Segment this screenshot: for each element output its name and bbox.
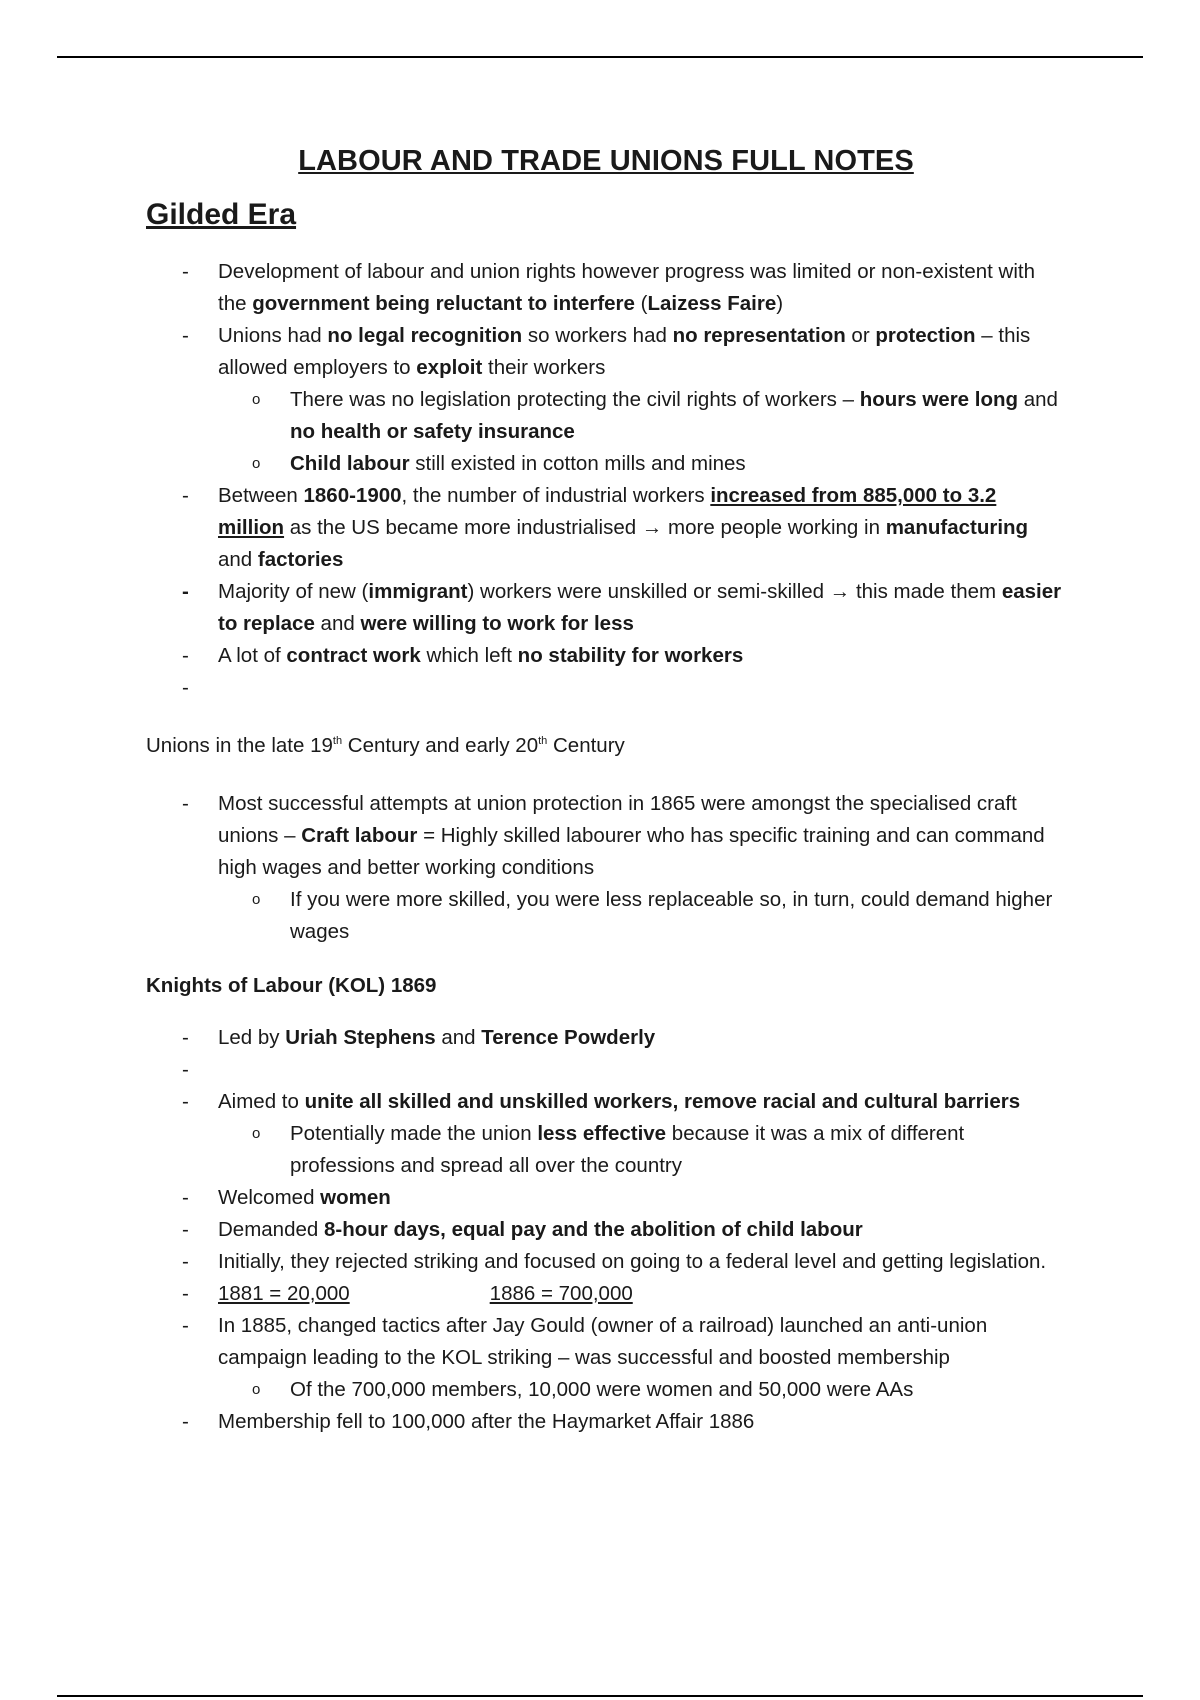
list-item: - Welcomed women	[146, 1182, 1066, 1214]
sub-list-item: o There was no legislation protecting the civil rights of workers – hours were long and no health or safety insurance	[146, 384, 1066, 448]
header-rule	[57, 56, 1143, 58]
section-heading-unions: Unions in the late 19th Century and early 20th Century	[146, 734, 625, 757]
dash-marker: -	[182, 1090, 189, 1113]
list-item: - Between 1860-1900, the number of industrial workers increased from 885,000 to 3.2 million as the US became more industrialised → more people working in manufacturing and factories	[146, 480, 1066, 576]
list-item: - Aimed to unite all skilled and unskilled workers, remove racial and cultural barriers o Potentially made the union less effective because it was a mix of different professions and spread all over the country	[146, 1086, 1066, 1182]
list-item: - Unions had no legal recognition so workers had no representation or protection – this allowed employers to exploit their workers o There was no legislation protecting the civil rights of workers – hours were long and no health or safety insurance o Child labour still existed in cotton mills and mines	[146, 320, 1066, 480]
list-item: - Demanded 8-hour days, equal pay and the abolition of child labour	[146, 1214, 1066, 1246]
dash-marker: -	[182, 792, 189, 815]
dash-marker: -	[182, 676, 189, 699]
sub-list-item: o Potentially made the union less effective because it was a mix of different professions and spread all over the country	[146, 1118, 1066, 1182]
sub-list	[146, 384, 1066, 480]
list-item-empty	[146, 1054, 1066, 1086]
dash-marker: -	[182, 484, 189, 507]
section-heading-gilded-era: Gilded Era	[146, 198, 297, 231]
sub-list	[146, 884, 1066, 948]
list-item: - Membership fell to 100,000 after the Haymarket Affair 1886	[146, 1406, 1066, 1438]
footer-rule	[57, 1695, 1143, 1697]
gilded-era-list	[146, 256, 1066, 704]
dash-marker: -	[182, 1218, 189, 1241]
circle-marker: o	[252, 1125, 261, 1142]
dash-marker: -	[182, 1314, 189, 1337]
sub-list-item: o If you were more skilled, you were less replaceable so, in turn, could demand higher wages	[146, 884, 1066, 948]
document-title: LABOUR AND TRADE UNIONS FULL NOTES	[298, 145, 914, 177]
list-item: - Most successful attempts at union protection in 1865 were amongst the specialised craft unions – Craft labour = Highly skilled labourer who has specific training and can command high wages and better working conditions o If you were more skilled, you were less replaceable so, in turn, could demand higher wages	[146, 788, 1066, 948]
dash-marker: -	[182, 1026, 189, 1049]
circle-marker: o	[252, 455, 261, 472]
dash-marker: -	[182, 1058, 189, 1081]
kol-list	[146, 1022, 1066, 1438]
list-item: - Development of labour and union rights however progress was limited or non-existent with the government being reluctant to interfere (Laizess Faire)	[146, 256, 1066, 320]
dash-marker: -	[182, 1250, 189, 1273]
circle-marker: o	[252, 391, 261, 408]
membership-1886: 1886 = 700,000	[489, 1282, 633, 1305]
list-item-empty	[146, 672, 1066, 704]
dash-marker: -	[182, 260, 189, 283]
list-item: - Initially, they rejected striking and focused on going to a federal level and getting legislation.	[146, 1246, 1066, 1278]
document-body	[146, 145, 1066, 1438]
dash-marker: -	[182, 644, 189, 667]
section-heading-kol: Knights of Labour (KOL) 1869	[146, 974, 437, 997]
dash-marker: -	[182, 1186, 189, 1209]
circle-marker: o	[252, 1381, 261, 1398]
dash-marker: -	[182, 324, 189, 347]
membership-1881: 1881 = 20,000	[218, 1282, 350, 1305]
circle-marker: o	[252, 891, 261, 908]
list-item: - Led by Uriah Stephens and Terence Powderly	[146, 1022, 1066, 1054]
sub-list-item: o Child labour still existed in cotton mills and mines	[146, 448, 1066, 480]
list-item: - In 1885, changed tactics after Jay Gould (owner of a railroad) launched an anti-union campaign leading to the KOL striking – was successful and boosted membership o Of the 700,000 members, 10,000 were women and 50,000 were AAs	[146, 1310, 1066, 1406]
dash-marker: -	[182, 580, 189, 603]
unions-list	[146, 788, 1066, 948]
sub-list	[146, 1118, 1066, 1182]
sub-list	[146, 1374, 1066, 1406]
list-item: - Majority of new (immigrant) workers were unskilled or semi-skilled → this made them easier to replace and were willing to work for less	[146, 576, 1066, 640]
list-item: - A lot of contract work which left no stability for workers	[146, 640, 1066, 672]
dash-marker: -	[182, 1282, 189, 1305]
sub-list-item: o Of the 700,000 members, 10,000 were women and 50,000 were AAs	[146, 1374, 1066, 1406]
list-item	[146, 1278, 1066, 1310]
dash-marker: -	[182, 1410, 189, 1433]
